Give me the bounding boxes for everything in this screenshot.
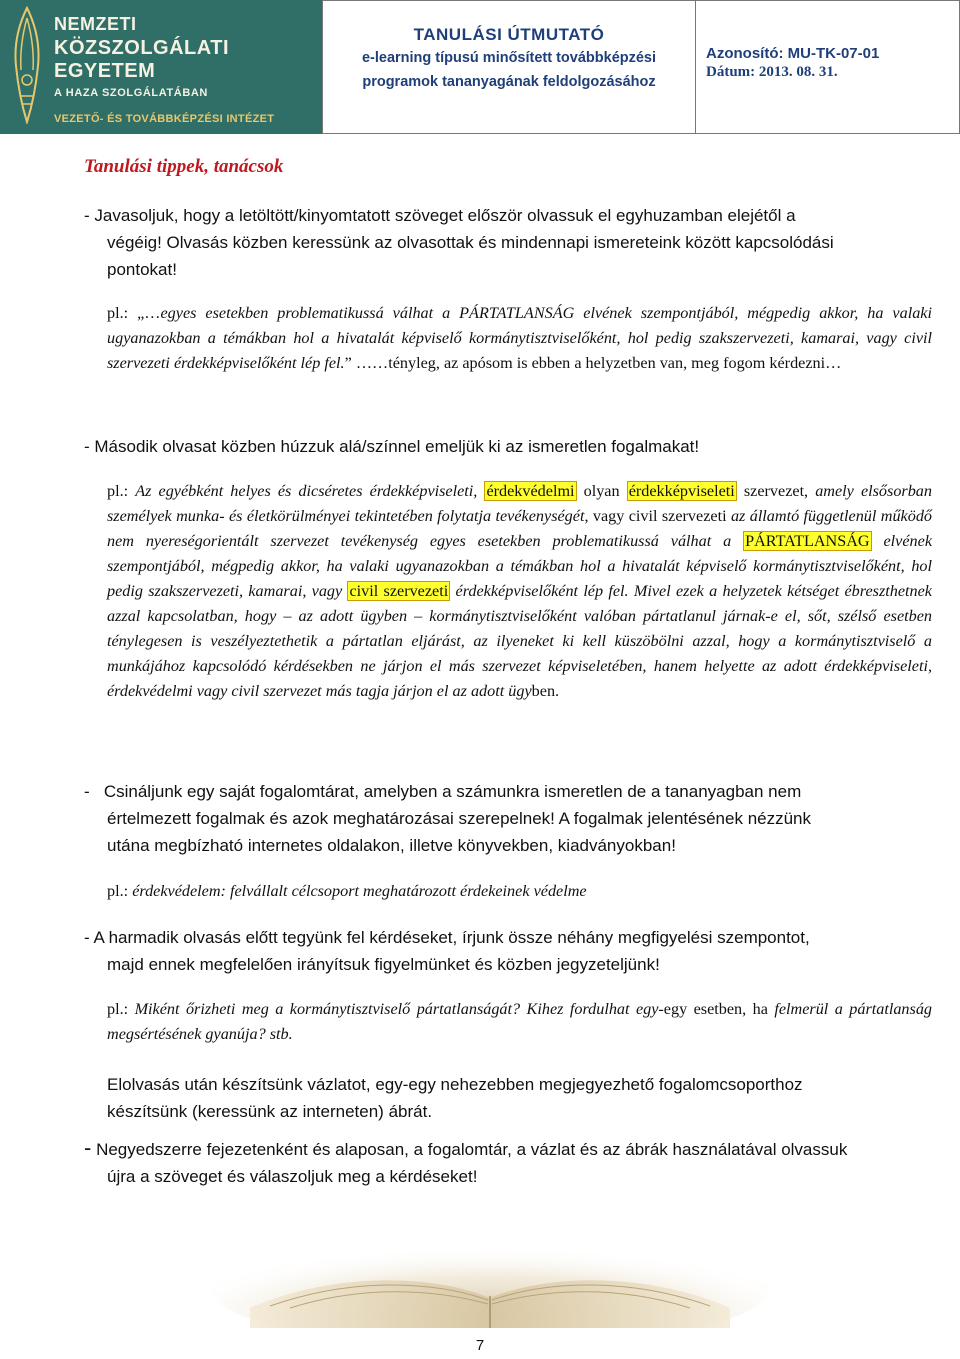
tip-1-line-a: - Javasoljuk, hogy a letöltött/kinyomtatott szöveget először olvassuk el egyhuzamban elejétől a	[84, 206, 796, 225]
page-number: 7	[475, 1337, 485, 1354]
header-meta-box	[696, 0, 960, 134]
tip-2: - Második olvasat közben húzzuk alá/színnel emeljük ki az ismeretlen fogalmakat!	[84, 437, 700, 456]
example-2-prefix: pl.:	[107, 482, 136, 500]
logo-line-4: VEZETŐ- ÉS TOVÁBBKÉPZÉSI INTÉZET	[54, 113, 275, 125]
tip-6-line-a	[84, 1134, 932, 1163]
section-title: Tanulási tippek, tanácsok	[84, 156, 284, 177]
document-date: Dátum: 2013. 08. 31.	[706, 64, 838, 80]
logo-line-3: A HAZA SZOLGÁLATÁBAN	[54, 87, 208, 99]
logo-line-1: NEMZETI	[54, 14, 137, 34]
logo-line-2: KÖZSZOLGÁLATI EGYETEM	[54, 37, 229, 82]
crest-icon	[8, 6, 46, 124]
highlight-partatlansag: PÁRTATLANSÁG	[745, 532, 870, 550]
tip-5-line-b: készítsünk (keressünk az interneten) ábrát.	[107, 1102, 433, 1121]
example-4	[84, 997, 932, 1047]
tip-5	[84, 1071, 932, 1125]
highlight-erdekvedelmi: érdekvédelmi	[486, 482, 575, 500]
tip-4-line-a: - A harmadik olvasás előtt tegyünk fel kérdéseket, írjunk össze néhány megfigyelési szempontot,	[84, 928, 810, 947]
document-subtitle-2: programok tananyagának feldolgozásához	[362, 74, 656, 90]
example-4-text-3: felmerül a pártatlanság megsértésének gyanúja? stb.	[107, 1000, 933, 1043]
document-subtitle-1: e-learning típusú minősített továbbképzési	[361, 50, 657, 66]
header-title-box	[322, 0, 696, 134]
example-4-prefix: pl.:	[107, 1000, 135, 1018]
tip-3-text-a: Csináljunk egy saját fogalomtárat, amelyben a számunkra ismeretlen de a tananyagban nem	[103, 782, 802, 801]
tip-6-text-a: Negyedszerre fejezetenként és alaposan, a fogalomtár, a vázlat és az ábrák használatával olvassuk	[96, 1140, 848, 1159]
example-1-suffix: ” ……tényleg, az apósom is ebben a helyzetben van, meg fogom kérdezni…	[344, 354, 842, 372]
example-2-text-7: elvének szempontjából, mégpedig akkor, ha valaki ugyanazokban a témákban hol a hivatalát képviselő kormánytisztviselőként, hol pedig szakszervezeti, kamarai, vagy	[107, 532, 932, 600]
tip-1-line-c: pontokat!	[107, 260, 177, 279]
example-4-text-2: -egy esetben, ha	[658, 1000, 768, 1018]
tip-6-line-b: újra a szöveget és válaszoljuk meg a kérdéseket!	[107, 1167, 478, 1186]
tip-3-line-c: utána megbízható internetes oldalakon, illetve könyvekben, kiadványokban!	[107, 836, 676, 855]
example-2	[84, 479, 932, 704]
tip-4	[84, 924, 932, 978]
example-3-prefix: pl.:	[107, 882, 133, 900]
tip-4-line-b: majd ennek megfelelően irányítsuk figyelmünket és közben jegyzeteljünk!	[107, 955, 660, 974]
tip-3-line-b: értelmezett fogalmak és azok meghatározásai szerepelnek! A fogalmak jelentésének nézzünk	[107, 809, 812, 828]
example-1-prefix: pl.: „…	[107, 304, 161, 322]
example-2-text-8: érdekképviselőként lép fel. Mivel ezek a helyzetek kétséget ébreszthetnek azzal kapcsolatban, hogy – az adott ügyben – kormánytisztviselőként valóban pártatlanul járnak-e el, sőt, szélső esetben ténylegesen is veszélyeztethetik a pártatlan eljárást, az ilyeneket ki kell küszöbölni azzal, hogy a kormánytisztviselő a munkájához kapcsolódó kérdésekben ne járjon el más szervezet képviseletében, hanem helyette az adott érdekképviseleti, érdekvédelmi vagy civil szervezet más tagja járjon el az adott ügy	[107, 582, 932, 700]
tip-3-line-a	[84, 778, 932, 805]
document-id: Azonosító: MU-TK-07-01	[706, 45, 880, 62]
example-2-text-5: , vagy civil szervezeti	[584, 507, 731, 525]
example-1	[84, 301, 932, 376]
example-2-text-1: Az egyébként helyes és dicséretes érdekképviseleti,	[135, 482, 485, 500]
example-2-text-4: amely elsősorban személyek munka- és életkörülményei tekintetében folytatja tevékenységét	[107, 482, 932, 525]
page-header	[0, 0, 960, 134]
highlight-civil-szervezeti: civil szervezeti	[349, 582, 449, 600]
tip-3-dash: -	[84, 782, 90, 801]
tip-6-dash: -	[84, 1135, 92, 1160]
tip-3	[84, 778, 932, 859]
example-3-text: érdekvédelem: felvállalt célcsoport meghatározott érdekeinek védelme	[132, 882, 587, 900]
university-logo	[0, 0, 322, 134]
example-2-text-6: az államtó függetlenül működő nem nyereségorientált szervezet tevékenység egyes esetekben problematikussá válhat a	[107, 507, 933, 550]
highlight-erdekkepviseleti: érdekképviseleti	[628, 482, 735, 500]
tip-5-line-a: Elolvasás után készítsünk vázlatot, egy-egy nehezebben megjegyezhető fogalomcsoporthoz	[107, 1075, 803, 1094]
example-3	[84, 879, 932, 904]
example-1-quote: egyes esetekben problematikussá válhat a PÁRTATLANSÁG elvének szempontjából, mégpedig akkor, ha valaki ugyanazokban a témákban hol a hivatalát képviselő kormánytisztviselőként, hol pedig szakszervezeti, kamarai, vagy civil szervezeti érdekképviselőként lép fel.	[107, 304, 932, 372]
tip-1	[84, 202, 932, 283]
example-4-text-1: Miként őrizheti meg a kormánytisztviselő pártatlanságát? Kihez fordulhat egy	[134, 1000, 659, 1018]
example-2-text-9: ben.	[531, 682, 560, 700]
document-title: TANULÁSI ÚTMUTATÓ	[413, 25, 605, 44]
example-2-text-3: szervezet,	[736, 482, 816, 500]
open-book-image	[210, 1178, 770, 1328]
example-2-text-2: olyan	[576, 482, 627, 500]
tip-1-line-b: végéig! Olvasás közben keressünk az olvasottak és mindennapi ismereteink között kapcsolódási	[107, 233, 834, 252]
